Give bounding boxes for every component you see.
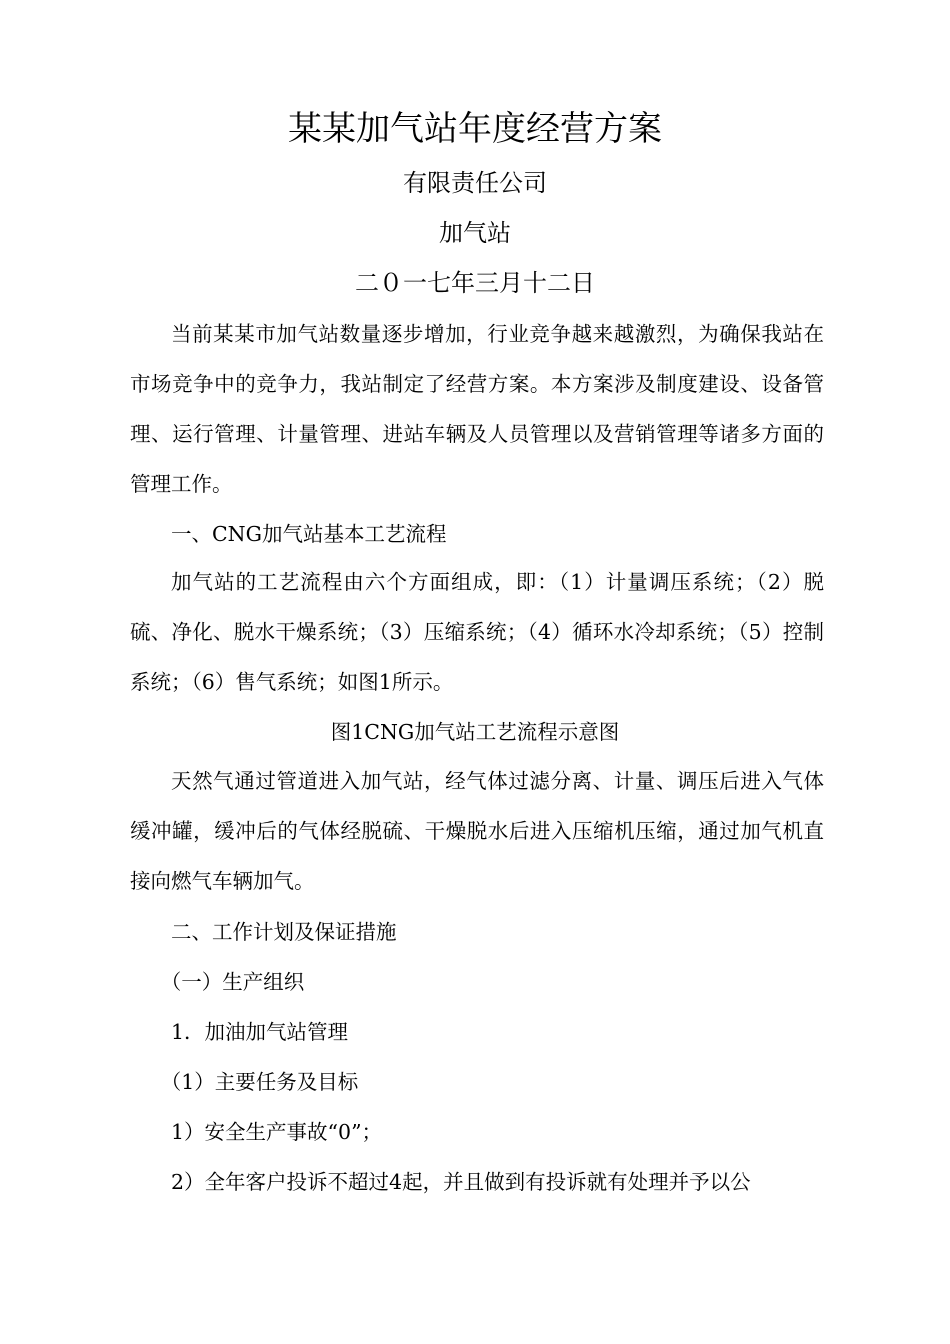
section1-heading: 一、CNG加气站基本工艺流程 <box>171 522 447 546</box>
company-name: 有限责任公司 <box>403 169 547 197</box>
section1-heading-block <box>130 509 824 559</box>
station-name: 加气站 <box>439 219 511 247</box>
goal-item: 2）全年客户投诉不超过4起，并且做到有投诉就有处理并予以公 <box>171 1170 751 1194</box>
process-description: 加气站的工艺流程由六个方面组成，即：（1）计量调压系统；（2）脱硫、净化、脱水干燥系统；（3）压缩系统；（4）循环水冷却系统；（5）控制系统；（6）售气系统；如图1所示。 <box>130 570 824 694</box>
process-flow-block <box>130 756 824 906</box>
document-title: 某某加气站年度经营方案 <box>288 109 662 149</box>
document-date: 二０一七年三月十二日 <box>355 269 595 297</box>
process-description-block <box>130 557 824 707</box>
intro-paragraph: 当前某某市加气站数量逐步增加，行业竞争越来越激烈，为确保我站在市场竞争中的竞争力，我站制定了经营方案。本方案涉及制度建设、设备管理、运行管理、计量管理、进站车辆及人员管理以及营销管理等诸多方面的管理工作。 <box>130 322 824 496</box>
process-flow-paragraph: 天然气通过管道进入加气站，经气体过滤分离、计量、调压后进入气体缓冲罐，缓冲后的气体经脱硫、干燥脱水后进入压缩机压缩，通过加气机直接向燃气车辆加气。 <box>130 769 824 893</box>
figure-caption: 图1CNG加气站工艺流程示意图 <box>330 720 620 744</box>
section2-heading: 二、工作计划及保证措施 <box>171 920 397 944</box>
goal-item: 1）安全生产事故“0”； <box>171 1120 383 1144</box>
item-heading: 1．加油加气站管理 <box>171 1020 349 1044</box>
intro-section <box>130 309 824 509</box>
work-plan-section <box>130 907 824 1207</box>
subsection-heading: （一）生产组织 <box>160 970 305 994</box>
sub-item-heading: （1）主要任务及目标 <box>160 1070 359 1094</box>
